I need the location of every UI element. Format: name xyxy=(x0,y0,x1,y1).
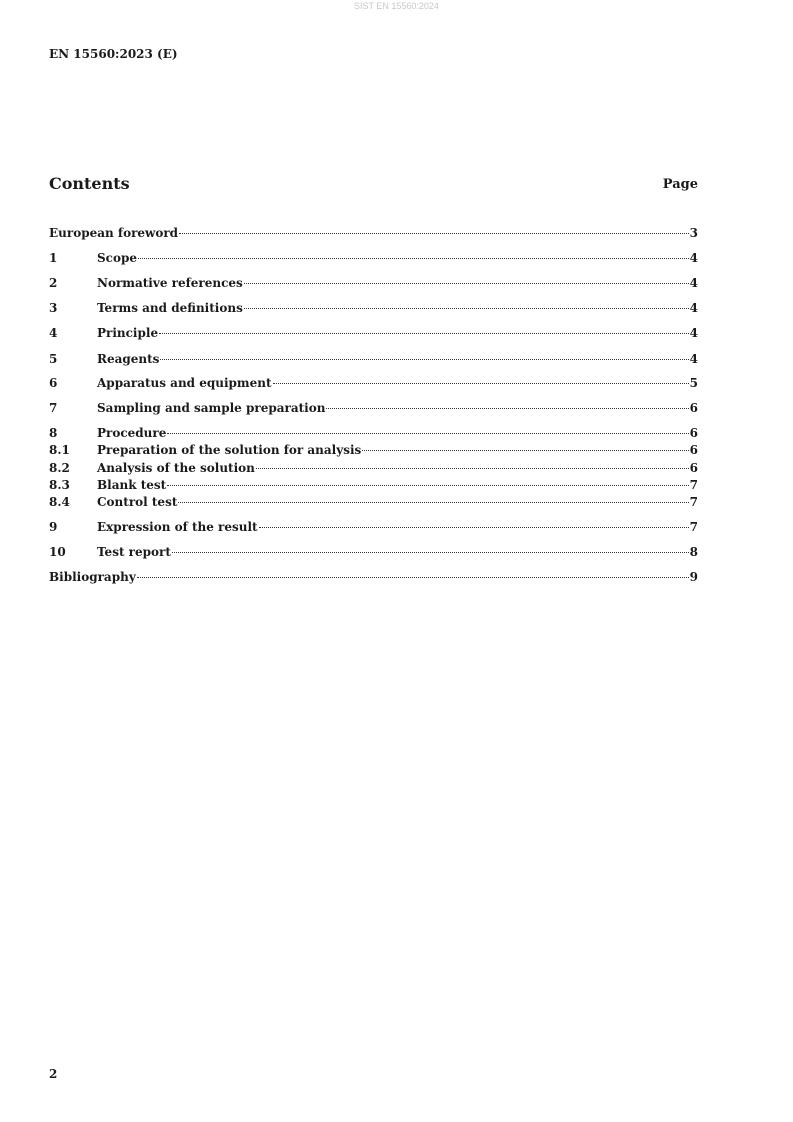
toc-entry-title: Expression of the result xyxy=(97,520,258,534)
toc-entry-number: 3 xyxy=(49,301,58,315)
toc-entry-page: 6 xyxy=(689,461,698,475)
toc-entry-page: 5 xyxy=(689,376,698,390)
toc-leader-dots xyxy=(273,383,689,384)
toc-entry-page: 6 xyxy=(689,426,698,440)
toc-leader-dots xyxy=(244,308,689,309)
toc-leader-dots xyxy=(362,450,688,451)
toc-leader-dots xyxy=(172,552,689,553)
toc-leader-dots xyxy=(326,408,688,409)
toc-entry-page: 7 xyxy=(689,495,698,509)
toc-entry-number: 8.1 xyxy=(49,443,70,457)
toc-entry-number: 7 xyxy=(49,401,58,415)
toc-entry-terms-and-definitions[interactable] xyxy=(49,300,698,316)
toc-entry-apparatus-and-equipment[interactable] xyxy=(49,375,698,391)
toc-entry-title: Blank test xyxy=(97,478,167,492)
page-number: 2 xyxy=(49,1067,58,1081)
toc-entry-title: European foreword xyxy=(49,226,179,240)
toc-entry-page: 7 xyxy=(689,520,698,534)
toc-entry-reagents[interactable] xyxy=(49,351,698,367)
toc-entry-european-foreword[interactable] xyxy=(49,225,698,241)
toc-entry-number: 1 xyxy=(49,251,58,265)
toc-leader-dots xyxy=(167,433,688,434)
toc-entry-number: 4 xyxy=(49,326,58,340)
toc-entry-blank-test[interactable] xyxy=(49,477,698,493)
toc-entry-expression-of-result[interactable] xyxy=(49,519,698,535)
page-column-label: Page xyxy=(662,177,698,192)
toc-entry-title: Test report xyxy=(97,545,171,559)
toc-leader-dots xyxy=(179,233,689,234)
toc-entry-number: 8.4 xyxy=(49,495,70,509)
toc-entry-sampling-and-sample-preparation[interactable] xyxy=(49,400,698,416)
toc-entry-page: 8 xyxy=(689,545,698,559)
toc-leader-dots xyxy=(259,527,689,528)
toc-leader-dots xyxy=(138,258,689,259)
toc-entry-number: 8 xyxy=(49,426,58,440)
toc-entry-normative-references[interactable] xyxy=(49,275,698,291)
contents-heading: Contents xyxy=(49,174,130,193)
toc-leader-dots xyxy=(160,359,688,360)
toc-entry-title: Normative references xyxy=(97,276,243,290)
toc-leader-dots xyxy=(167,485,688,486)
toc-entry-title: Control test xyxy=(97,495,178,509)
toc-leader-dots xyxy=(244,283,689,284)
toc-entry-title: Bibliography xyxy=(49,570,136,584)
toc-entry-number: 8.3 xyxy=(49,478,70,492)
toc-entry-number: 5 xyxy=(49,352,58,366)
toc-entry-page: 4 xyxy=(689,251,698,265)
toc-entry-page: 4 xyxy=(689,352,698,366)
toc-entry-page: 3 xyxy=(689,226,698,240)
toc-entry-page: 4 xyxy=(689,301,698,315)
toc-entry-number: 2 xyxy=(49,276,58,290)
toc-entry-principle[interactable] xyxy=(49,325,698,341)
toc-entry-title: Principle xyxy=(97,326,159,340)
toc-entry-number: 6 xyxy=(49,376,58,390)
watermark: SIST EN 15560:2024 xyxy=(354,1,439,11)
toc-entry-title: Procedure xyxy=(97,426,167,440)
toc-entry-title: Scope xyxy=(97,251,138,265)
toc-entry-page: 7 xyxy=(689,478,698,492)
toc-entry-number: 10 xyxy=(49,545,66,559)
toc-entry-title: Reagents xyxy=(97,352,160,366)
toc-entry-title: Apparatus and equipment xyxy=(97,376,272,390)
toc-leader-dots xyxy=(137,577,689,578)
toc-entry-page: 4 xyxy=(689,326,698,340)
toc-leader-dots xyxy=(178,502,688,503)
toc-leader-dots xyxy=(256,468,689,469)
toc-entry-scope[interactable] xyxy=(49,250,698,266)
toc-entry-test-report[interactable] xyxy=(49,544,698,560)
toc-entry-number: 9 xyxy=(49,520,58,534)
toc-entry-preparation-of-solution[interactable] xyxy=(49,442,698,458)
toc-entry-title: Preparation of the solution for analysis xyxy=(97,443,362,457)
toc-entry-bibliography[interactable] xyxy=(49,569,698,585)
toc-entry-title: Analysis of the solution xyxy=(97,461,255,475)
toc-entry-page: 6 xyxy=(689,443,698,457)
toc-entry-control-test[interactable] xyxy=(49,494,698,510)
toc-entry-procedure[interactable] xyxy=(49,425,698,441)
toc-entry-title: Sampling and sample preparation xyxy=(97,401,326,415)
document-identifier: EN 15560:2023 (E) xyxy=(49,47,178,61)
toc-entry-page: 4 xyxy=(689,276,698,290)
toc-leader-dots xyxy=(159,333,689,334)
toc-entry-page: 6 xyxy=(689,401,698,415)
toc-entry-title: Terms and definitions xyxy=(97,301,243,315)
toc-entry-number: 8.2 xyxy=(49,461,70,475)
toc-entry-page: 9 xyxy=(689,570,698,584)
toc-entry-analysis-of-solution[interactable] xyxy=(49,460,698,476)
